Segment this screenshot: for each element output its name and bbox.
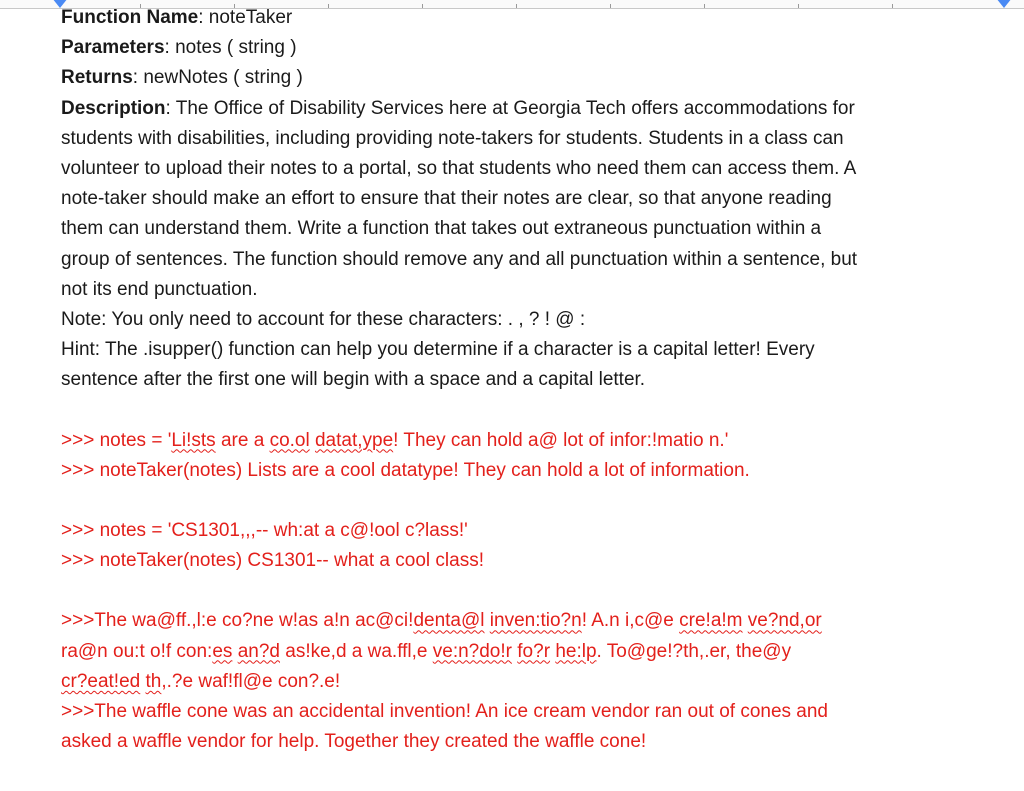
parameters-label: Parameters	[61, 37, 165, 59]
hint-line-2: sentence after the first one will begin with a space and a capital letter.	[61, 369, 646, 391]
example-1-output: >>> noteTaker(notes) Lists are a cool datatype! They can hold a lot of information.	[61, 459, 750, 481]
parameters-line: Parameters: notes ( string )	[61, 37, 297, 59]
function-name-value: noteTaker	[208, 7, 293, 28]
function-name-line: Function Name: noteTaker	[61, 7, 293, 28]
hint-line-1: Hint: The .isupper() function can help you determine if a character is a capital letter! Every	[61, 339, 815, 361]
function-name-label: Function Name	[61, 7, 199, 28]
description-line-1: Description: The Office of Disability Services here at Georgia Tech offers accommodations for	[61, 97, 855, 119]
misspelled-word[interactable]: co.ol	[269, 429, 310, 451]
parameters-value: notes ( string )	[175, 37, 297, 59]
right-indent-marker[interactable]	[996, 0, 1012, 8]
description-line-3: volunteer to upload their notes to a portal, so that students who need them can access them. A	[61, 158, 857, 180]
example-3-output-line-1: >>>The waffle cone was an accidental invention! An ice cream vendor ran out of cones and	[61, 701, 828, 723]
note-line: Note: You only need to account for these characters: . , ? ! @ :	[61, 309, 586, 331]
misspelled-word[interactable]: ve:n?do!r	[432, 640, 512, 662]
example-2-output: >>> noteTaker(notes) CS1301-- what a cool class!	[61, 550, 484, 572]
returns-line: Returns: newNotes ( string )	[61, 67, 303, 89]
description-line-2: students with disabilities, including providing note-takers for students. Students in a class can	[61, 127, 844, 149]
example-3-output-line-2: asked a waffle vendor for help. Together they created the waffle cone!	[61, 731, 647, 753]
misspelled-word[interactable]: inven:tio?n	[489, 610, 582, 632]
misspelled-word[interactable]: an?d	[237, 640, 280, 662]
description-line-5: them can understand them. Write a function that takes out extraneous punctuation within a	[61, 218, 822, 240]
description-line-6: group of sentences. The function should remove any and all punctuation within a sentence, but	[61, 248, 858, 270]
returns-value: newNotes ( string )	[143, 67, 303, 89]
misspelled-word[interactable]: es	[212, 640, 233, 662]
misspelled-word[interactable]: datat,ype	[314, 429, 394, 451]
example-3-input-line-2: ra@n ou:t o!f con:es an?d as!ke,d a wa.ffl,e ve:n?do!r fo?r he:lp. To@ge!?th,.er, the@y	[61, 640, 792, 662]
misspelled-word[interactable]: fo?r	[517, 640, 551, 662]
misspelled-word[interactable]: cre!a!m	[679, 610, 743, 632]
description-label: Description	[61, 97, 166, 119]
returns-label: Returns	[61, 67, 133, 89]
misspelled-word[interactable]: denta@l	[413, 610, 485, 632]
example-1-input: >>> notes = 'Li!sts are a co.ol datat,ype! They can hold a@ lot of infor:!matio n.'	[61, 429, 729, 451]
example-3-input-line-1: >>>The wa@ff.,l:e co?ne w!as a!n ac@ci!denta@l inven:tio?n! A.n i,c@e cre!a!m ve?nd,or	[61, 610, 822, 632]
misspelled-word[interactable]: cr?eat!ed	[61, 670, 141, 692]
misspelled-word[interactable]: ve?nd,or	[747, 610, 822, 632]
misspelled-word[interactable]: Li!sts	[171, 429, 216, 451]
description-line-4: note-taker should make an effort to ensure that their notes are clear, so that anyone reading	[61, 188, 832, 210]
description-line-7: not its end punctuation.	[61, 278, 258, 300]
example-3-input-line-3: cr?eat!ed th,.?e waf!fl@e con?.e!	[61, 670, 341, 692]
misspelled-word[interactable]: he:lp	[555, 640, 597, 662]
example-2-input: >>> notes = 'CS1301,,,-- wh:at a c@!ool c?lass!'	[61, 520, 468, 542]
document-body[interactable]	[61, 3, 996, 757]
misspelled-word[interactable]: th	[145, 670, 162, 692]
